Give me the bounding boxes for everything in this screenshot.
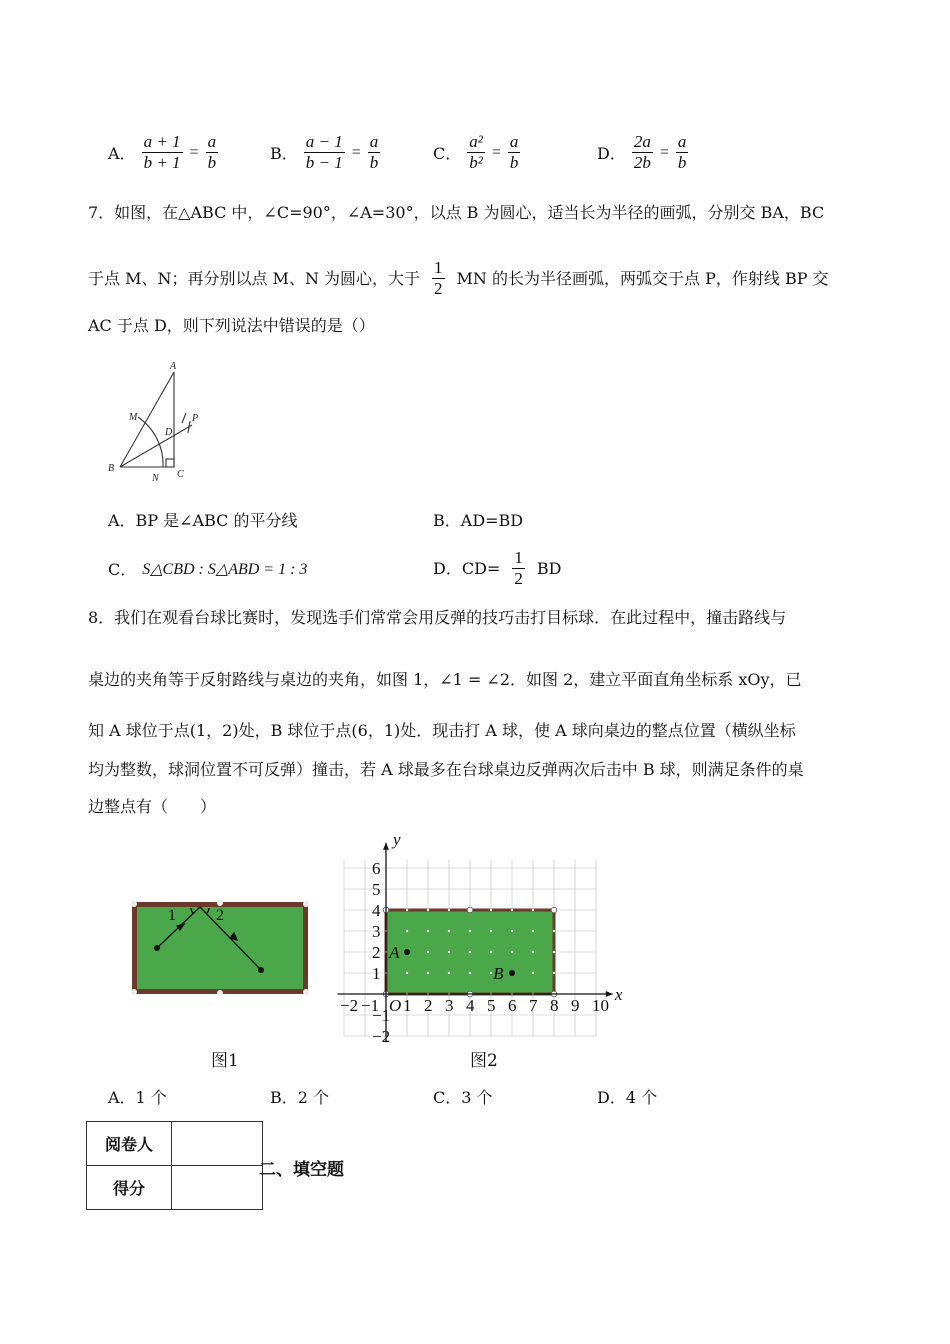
fraction: $\frac{a + 1}{b + 1}$	[143, 132, 181, 172]
label-b: B	[108, 463, 115, 474]
q6-option-b: B． $\frac{a - 1}{b - 1}$ = $\frac{a}{b}$	[270, 132, 379, 172]
q7-option-c: C． S△CBD : S△ABD = 1 : 3	[108, 560, 308, 579]
y-tick-label: 2	[372, 943, 381, 962]
q8-option-c: C．3 个	[433, 1088, 493, 1107]
label-c: C	[177, 469, 184, 480]
pocket	[303, 901, 309, 907]
label-p: P	[192, 413, 199, 424]
x-tick-label: −1	[361, 996, 380, 1015]
x-tick-label: 8	[550, 996, 559, 1015]
q7-option-d: D．CD= $\frac{1}{2}$ BD	[433, 548, 562, 588]
grid-point	[427, 972, 429, 974]
y-tick-label: 1	[372, 964, 381, 983]
ray-bp	[120, 425, 192, 467]
half-fraction: $\frac{1}{2}$	[514, 548, 523, 588]
grid-point	[532, 930, 534, 932]
option-label: A．	[108, 144, 136, 163]
q7-line-1: 7．如图，在△ABC 中，∠C=90°，∠A=30°，以点 B 为圆心，适当长为半径的画弧，分别交 BA，BC	[88, 203, 825, 222]
y-axis-label: y	[393, 829, 401, 849]
grid-point	[532, 909, 534, 911]
section-title: 二、填空题	[259, 1160, 344, 1180]
figure-2-caption: 图2	[470, 1051, 498, 1071]
origin-label: O	[389, 996, 402, 1015]
x-tick-label: 2	[424, 996, 433, 1015]
fraction: $\frac{a}{b}$	[369, 132, 379, 172]
x-tick-label: 1	[403, 996, 412, 1015]
reviewer-cell[interactable]	[172, 1122, 263, 1166]
right-angle-mark	[166, 459, 174, 467]
q6-option-a: A． $\frac{a + 1}{b + 1}$ = $\frac{a}{b}$	[108, 132, 217, 172]
y-tick-label: −1	[372, 1006, 391, 1025]
grid-point	[490, 930, 492, 932]
score-label: 得分	[87, 1166, 172, 1210]
q7-option-b: B．AD=BD	[433, 511, 524, 530]
x-tick-label: 10	[592, 996, 609, 1015]
y-tick-label: 3	[372, 922, 381, 941]
x-tick-label: 3	[445, 996, 454, 1015]
q8-line-1: 8．我们在观看台球比赛时，发现选手们常常会用反弹的技巧击打目标球．在此过程中，撞击路线与	[88, 608, 787, 627]
grid-point	[532, 972, 534, 974]
grid-point	[553, 930, 555, 932]
q6-option-c: C． $\frac{\text{a²}}{\text{b²}}$ = $\frac{a}{b}$	[433, 132, 519, 172]
grid-point	[469, 972, 471, 974]
grid-point	[490, 909, 492, 911]
half-fraction: $\frac{1}{2}$	[434, 258, 443, 298]
pocket	[217, 990, 223, 996]
angle-label-2: 2	[216, 907, 224, 924]
triangle-figure	[100, 355, 210, 485]
grid-point	[532, 951, 534, 953]
fraction: $\frac{a}{b}$	[509, 132, 519, 172]
label-n: N	[152, 473, 159, 484]
coordinate-figure-2	[330, 828, 630, 1050]
grid-point	[511, 909, 513, 911]
y-tick-label: −2	[372, 1027, 391, 1046]
option-label: D．	[597, 144, 626, 163]
q8-option-d: D．4 个	[597, 1088, 658, 1107]
y-tick-label: 5	[372, 880, 381, 899]
ball-a	[404, 949, 410, 955]
pocket	[467, 907, 473, 913]
option-label: C．	[433, 144, 462, 163]
label-d: D	[165, 427, 173, 438]
score-table	[86, 1121, 263, 1210]
grid-point	[406, 930, 408, 932]
y-axis-arrow	[383, 843, 389, 850]
pocket	[303, 989, 309, 995]
pocket	[551, 907, 557, 913]
reviewer-label: 阅卷人	[87, 1122, 172, 1166]
fraction: $\frac{a}{b}$	[207, 132, 217, 172]
q8-line-3: 知 A 球位于点(1，2)处，B 球位于点(6，1)处．现击打 A 球，使 A 球向桌边的整点位置（横纵坐标	[88, 721, 796, 740]
x-axis-label: x	[614, 985, 623, 1004]
arc-mn	[138, 417, 163, 467]
x-tick-label: 9	[571, 996, 580, 1015]
ball-a-label: A	[389, 943, 400, 962]
label-a: A	[170, 361, 177, 372]
fraction: $\frac{a - 1}{b - 1}$	[305, 132, 343, 172]
grid-point	[490, 972, 492, 974]
q6-option-d: D． $\frac{2a}{2b}$ = $\frac{a}{b}$	[597, 132, 687, 172]
q7-option-a: A．BP 是∠ABC 的平分线	[108, 511, 298, 530]
q8-option-b: B．2 个	[270, 1088, 330, 1107]
ball-b	[509, 970, 515, 976]
grid-point	[448, 951, 450, 953]
grid-point	[469, 951, 471, 953]
grid-point	[469, 930, 471, 932]
score-cell[interactable]	[172, 1166, 263, 1210]
q7-line-2: 于点 M、N；再分别以点 M、N 为圆心，大于 $\frac{1}{2}$ MN 的长为半径画弧，两弧交于点 P，作射线 BP 交	[88, 258, 829, 298]
grid-point	[490, 951, 492, 953]
label-m: M	[129, 412, 138, 423]
grid-point	[406, 972, 408, 974]
x-tick-label: −2	[340, 996, 359, 1015]
q8-line-5: 边整点有（ ）	[88, 797, 217, 816]
y-tick-label: 4	[372, 901, 381, 920]
x-tick-label: 6	[508, 996, 517, 1015]
q7-line-3: AC 于点 D，则下列说法中错误的是（）	[88, 316, 375, 335]
option-label: B．	[270, 144, 298, 163]
pocket	[217, 900, 223, 906]
x-tick-label: 7	[529, 996, 538, 1015]
q8-line-2: 桌边的夹角等于反射路线与桌边的夹角，如图 1，∠1 = ∠2．如图 2，建立平面直角坐标系 xOy，已	[88, 670, 802, 689]
grid-point	[427, 930, 429, 932]
fraction: $\frac{a}{b}$	[677, 132, 687, 172]
fraction: $\frac{\text{a²}}{\text{b²}}$	[469, 132, 483, 172]
pocket	[131, 989, 137, 995]
grid-point	[427, 909, 429, 911]
q8-option-a: A．1 个	[108, 1088, 167, 1107]
grid-point	[448, 972, 450, 974]
q8-line-4: 均为整数，球洞位置不可反弹）撞击，若 A 球最多在台球桌边反弹两次后击中 B 球，则满足条件的桌	[88, 760, 804, 779]
grid-point	[553, 951, 555, 953]
grid-point	[511, 951, 513, 953]
grid-point	[406, 909, 408, 911]
y-tick-label: 6	[372, 859, 381, 878]
start-ball	[154, 945, 160, 951]
pool-table-figure-1	[128, 898, 314, 1002]
grid-point	[511, 930, 513, 932]
grid-point	[427, 951, 429, 953]
grid-point	[448, 909, 450, 911]
grid-point	[553, 972, 555, 974]
figure-1-caption: 图1	[211, 1051, 239, 1071]
pocket	[131, 901, 137, 907]
x-tick-label: 5	[487, 996, 496, 1015]
target-ball	[258, 967, 264, 973]
angle-label-1: 1	[168, 907, 176, 924]
fraction: $\frac{2a}{2b}$	[633, 132, 651, 172]
x-tick-label: 4	[466, 996, 475, 1015]
grid-point	[448, 930, 450, 932]
ball-b-label: B	[493, 964, 504, 983]
